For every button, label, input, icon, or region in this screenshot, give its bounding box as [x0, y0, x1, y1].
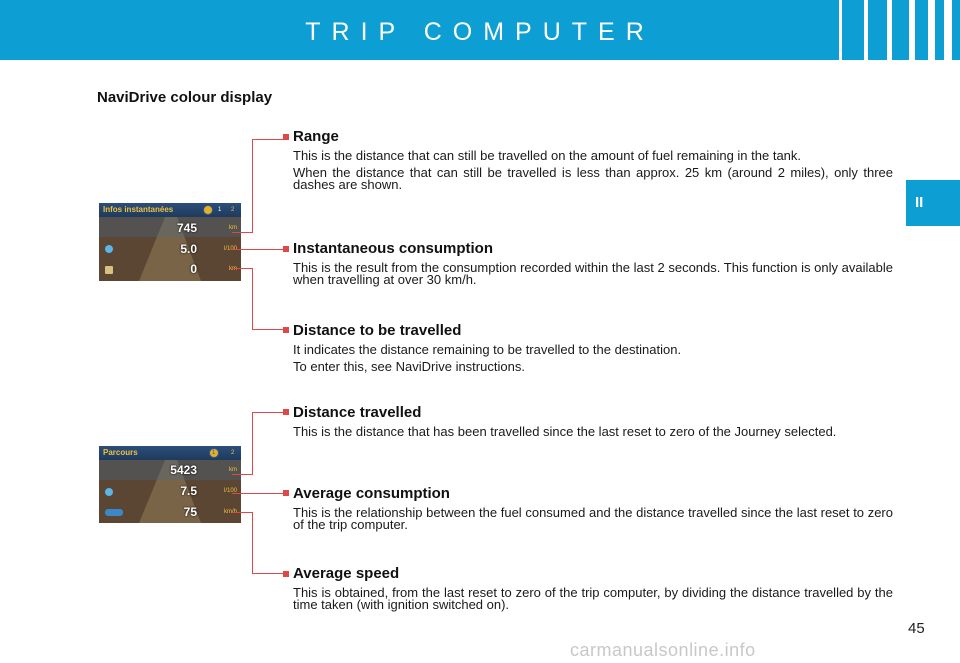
item-text: This is the distance that has been travelled since the last reset to zero of the Journey selected.: [293, 424, 837, 439]
connector-line: [232, 249, 283, 250]
header-stripe: [944, 0, 952, 60]
item-text: This is the relationship between the fuel consumed and the distance travelled since the last reset to zero of the trip computer.: [293, 505, 893, 532]
journey-badge-icon: [203, 205, 213, 215]
distance-travelled-value: 5423: [170, 463, 197, 477]
item-range: [293, 128, 893, 191]
item-title: Average speed: [293, 565, 400, 582]
chapter-tab: II: [906, 180, 960, 226]
item-title: Range: [293, 128, 339, 145]
connector-line: [252, 268, 283, 330]
instant-consumption-value: 5.0: [180, 242, 197, 256]
item-distance-to-be-travelled: [293, 322, 893, 373]
range-value: 745: [176, 221, 197, 235]
car-icon: [105, 509, 123, 516]
distance-travelled-unit: km: [229, 467, 237, 473]
connector-line: [252, 139, 283, 233]
connector-line: [252, 412, 283, 475]
average-consumption-value: 7.5: [180, 484, 197, 498]
connector-line: [252, 512, 283, 574]
header-stripe: [887, 0, 892, 60]
header-banner: [0, 0, 960, 60]
item-text: This is the distance that can still be travelled on the amount of fuel remaining in the tank.: [293, 148, 802, 163]
item-distance-travelled: [293, 404, 893, 438]
bullet-marker: [283, 327, 289, 333]
display-screenshot-journey: [99, 446, 241, 523]
page-title: TRIP COMPUTER: [305, 18, 655, 46]
connector-line: [232, 232, 252, 233]
header-stripe: [864, 0, 868, 60]
item-instantaneous-consumption: [293, 240, 893, 286]
average-speed-value: 75: [183, 505, 197, 519]
fuel-pump-icon: [105, 245, 113, 253]
bullet-marker: [283, 571, 289, 577]
header-stripe: [909, 0, 915, 60]
bullet-marker: [283, 409, 289, 415]
instant-consumption-unit: l/100: [223, 246, 237, 252]
bullet-marker: [283, 246, 289, 252]
connector-line: [232, 268, 252, 269]
display-screenshot-instant-info: [99, 203, 241, 281]
item-average-speed: [293, 565, 893, 611]
item-text: This is obtained, from the last reset to zero of the trip computer, by dividing the distance travelled by the time taken (with ignition switched on).: [293, 585, 893, 612]
flag-icon: [105, 266, 113, 274]
screen-title: Infos instantanées: [103, 205, 174, 214]
item-text: When the distance that can still be travelled is less than approx. 25 km (around 2 miles), only three dashes are shown.: [293, 165, 893, 192]
header-stripe: [928, 0, 935, 60]
item-title: Distance travelled: [293, 404, 422, 421]
fuel-pump-icon: [105, 488, 113, 496]
watermark: carmanualsonline.info: [570, 640, 756, 660]
section-heading: NaviDrive colour display: [97, 89, 273, 106]
journey-badge-label: 2: [231, 207, 235, 213]
range-unit: km: [229, 225, 237, 231]
journey-badge-label: 2: [231, 450, 235, 456]
item-title: Average consumption: [293, 485, 450, 502]
screen-title: Parcours: [103, 448, 138, 457]
connector-line: [232, 493, 283, 494]
connector-line: [232, 474, 252, 475]
header-stripe: [839, 0, 842, 60]
page-number: 45: [908, 620, 925, 637]
item-text: This is the result from the consumption recorded within the last 2 seconds. This function is only available when travelling at over 30 km/h.: [293, 260, 893, 287]
distance-to-go-unit: km: [229, 266, 237, 272]
distance-to-go-value: 0: [190, 262, 197, 276]
bullet-marker: [283, 134, 289, 140]
item-text: It indicates the distance remaining to be travelled to the destination.: [293, 342, 682, 357]
journey-badge-label: 1: [218, 207, 222, 213]
item-average-consumption: [293, 485, 893, 531]
bullet-marker: [283, 490, 289, 496]
item-title: Instantaneous consumption: [293, 240, 494, 257]
average-speed-unit: km/h: [223, 509, 237, 515]
item-title: Distance to be travelled: [293, 322, 462, 339]
journey-badge-label: 1: [212, 450, 216, 456]
item-text: To enter this, see NaviDrive instructions.: [293, 359, 525, 374]
average-consumption-unit: l/100: [223, 488, 237, 494]
connector-line: [232, 512, 252, 513]
